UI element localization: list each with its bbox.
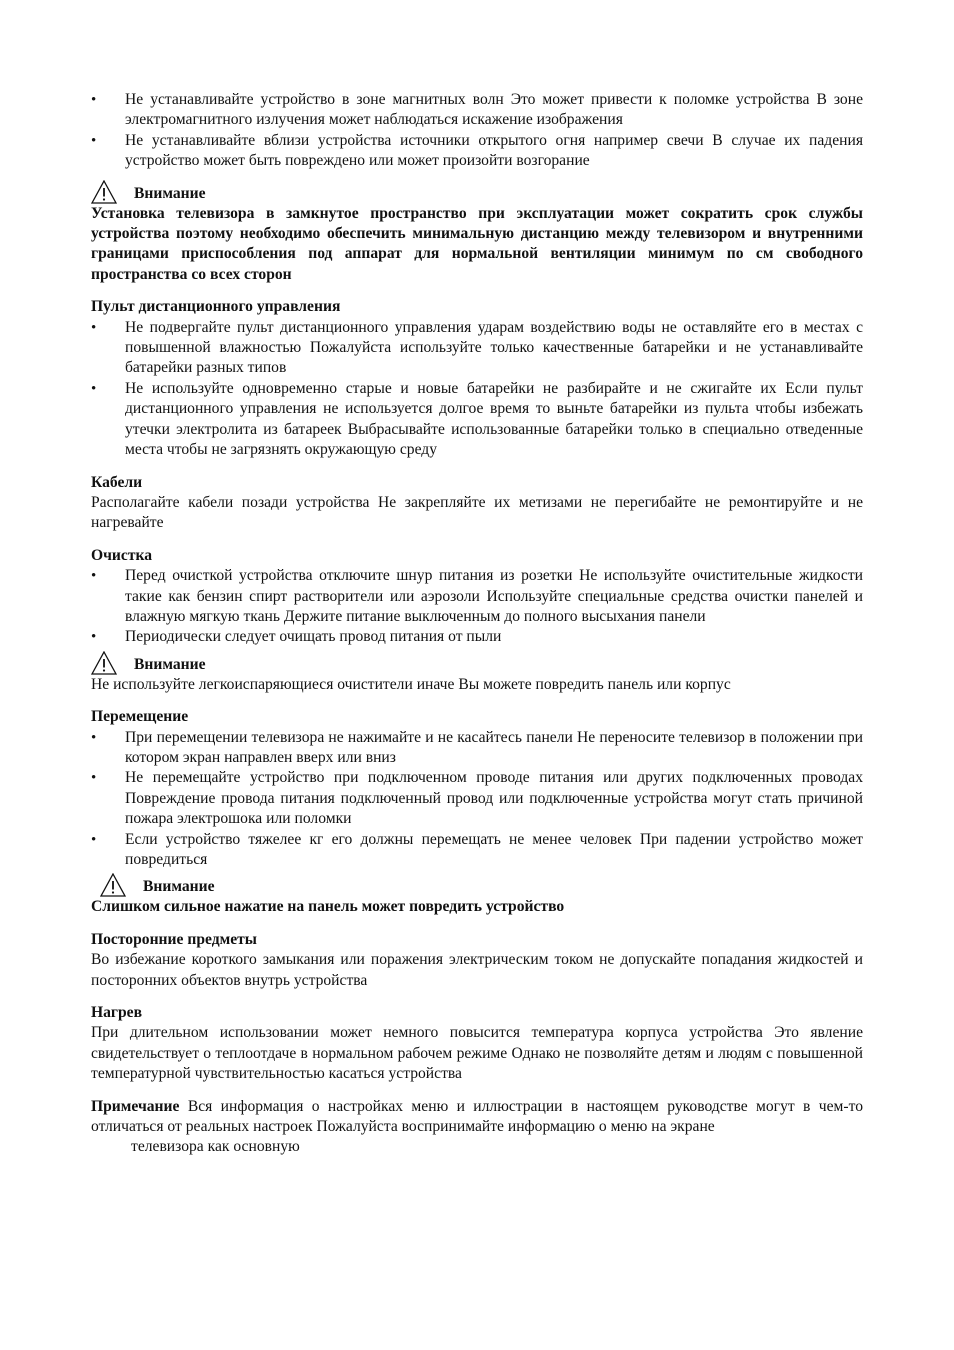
list-item: • Периодически следует очищать провод питания от пыли — [91, 627, 863, 647]
section-title-remote: Пульт дистанционного управления — [91, 298, 341, 316]
heat-text: При длительном использовании может немного повысится температура корпуса устройства Это явление свидетельствует о теплоотдаче в нормальном рабочем режиме Однако не позволяйте детям и людям с повышенной температурной чувствительностью касаться устройства — [91, 1024, 863, 1083]
cables-text: Располагайте кабели позади устройства Не закрепляйте их метизами не перегибайте не ремонтируйте и не нагревайте — [91, 493, 863, 532]
list-item: • Если устройство тяжелее кг его должны перемещать не менее человек При падении устройство может повредиться — [91, 830, 863, 871]
warning-label: Внимание — [134, 655, 206, 673]
section-title-foreign: Посторонние предметы — [91, 930, 257, 948]
section-title-moving: Перемещение — [91, 708, 189, 726]
top-bullet-list — [91, 90, 863, 172]
warning-text: Не используйте легкоиспаряющиеся очистители иначе Вы можете повредить панель или корпус — [91, 675, 731, 693]
warning-label: Внимание — [143, 878, 215, 896]
warning-text: Слишком сильное нажатие на панель может повредить устройство — [91, 898, 565, 916]
list-item: • При перемещении телевизора не нажимайте и не касайтесь панели Не переносите телевизор в положении при котором экран направлен вверх или вниз — [91, 728, 863, 769]
warning-heading — [91, 648, 863, 675]
list-item: • Не устанавливайте вблизи устройства источники открытого огня например свечи В случае их падения устройство может быть повреждено или может произойти возгорание — [91, 131, 863, 172]
moving-bullet-list — [91, 728, 863, 871]
cleaning-bullet-list — [91, 566, 863, 648]
warning-triangle-icon — [91, 651, 117, 675]
section-title-heat: Нагрев — [91, 1004, 143, 1022]
note-paragraph — [91, 1097, 863, 1138]
note-text: Вся информация о настройках меню и иллюстрации в настоящем руководстве могут в чем-то отличаться от реальных настроек Пожалуйста воспринимайте информацию о меню на экране — [91, 1097, 864, 1136]
warning-triangle-icon — [100, 873, 126, 897]
list-item: • Перед очисткой устройства отключите шнур питания из розетки Не используйте очистительные жидкости такие как бензин спирт растворители или аэрозоли Используйте специальные средства очистки панелей и влажную мягкую ткань Держите питание выключенным до полного высыхания панели — [91, 566, 863, 627]
remote-bullet-list — [91, 318, 863, 461]
warning-triangle-icon — [91, 180, 117, 204]
list-item: • Не устанавливайте устройство в зоне магнитных волн Это может привести к поломке устройства В зоне электромагнитного излучения может наблюдаться искажение изображения — [91, 90, 863, 131]
section-title-cables: Кабели — [91, 473, 143, 491]
document-page — [91, 90, 863, 1158]
note-label: Примечание — [91, 1097, 180, 1115]
note-text-continued: телевизора как основную — [131, 1138, 300, 1156]
warning-heading — [91, 178, 863, 204]
warning-heading — [91, 870, 863, 897]
list-item: • Не подвергайте пульт дистанционного управления ударам воздействию воды не оставляйте его в местах с повышенной влажностью Пожалуйста используйте только качественные батарейки и не устанавливайте батарейки разных типов — [91, 318, 863, 379]
list-item: • Не перемещайте устройство при подключенном проводе питания или других подключенных проводах Повреждение провода питания подключенный провод или подключенные устройства могут стать причиной пожара электрошока или поломки — [91, 768, 863, 829]
list-item: • Не используйте одновременно старые и новые батарейки не разбирайте и не сжигайте их Если пульт дистанционного управления не используется долгое время то выньте батарейки из пульта чтобы избежать утечки электролита из батареек Выбрасывайте использованные батарейки только в специально отведенные места чтобы не загрязнять окружающую среду — [91, 379, 863, 461]
warning-label: Внимание — [134, 184, 206, 202]
foreign-text: Во избежание короткого замыкания или поражения электрическим током не допускайте попадания жидкостей и посторонних объектов внутрь устройства — [91, 951, 863, 989]
warning-text: Установка телевизора в замкнутое пространство при эксплуатации может сократить срок службы устройства поэтому необходимо обеспечить минимальную дистанцию между телевизором и внутренними границами приспособления под аппарат для нормальной вентиляции минимум по см свободного пространства со всех сторон — [91, 204, 863, 283]
section-title-cleaning: Очистка — [91, 546, 153, 564]
